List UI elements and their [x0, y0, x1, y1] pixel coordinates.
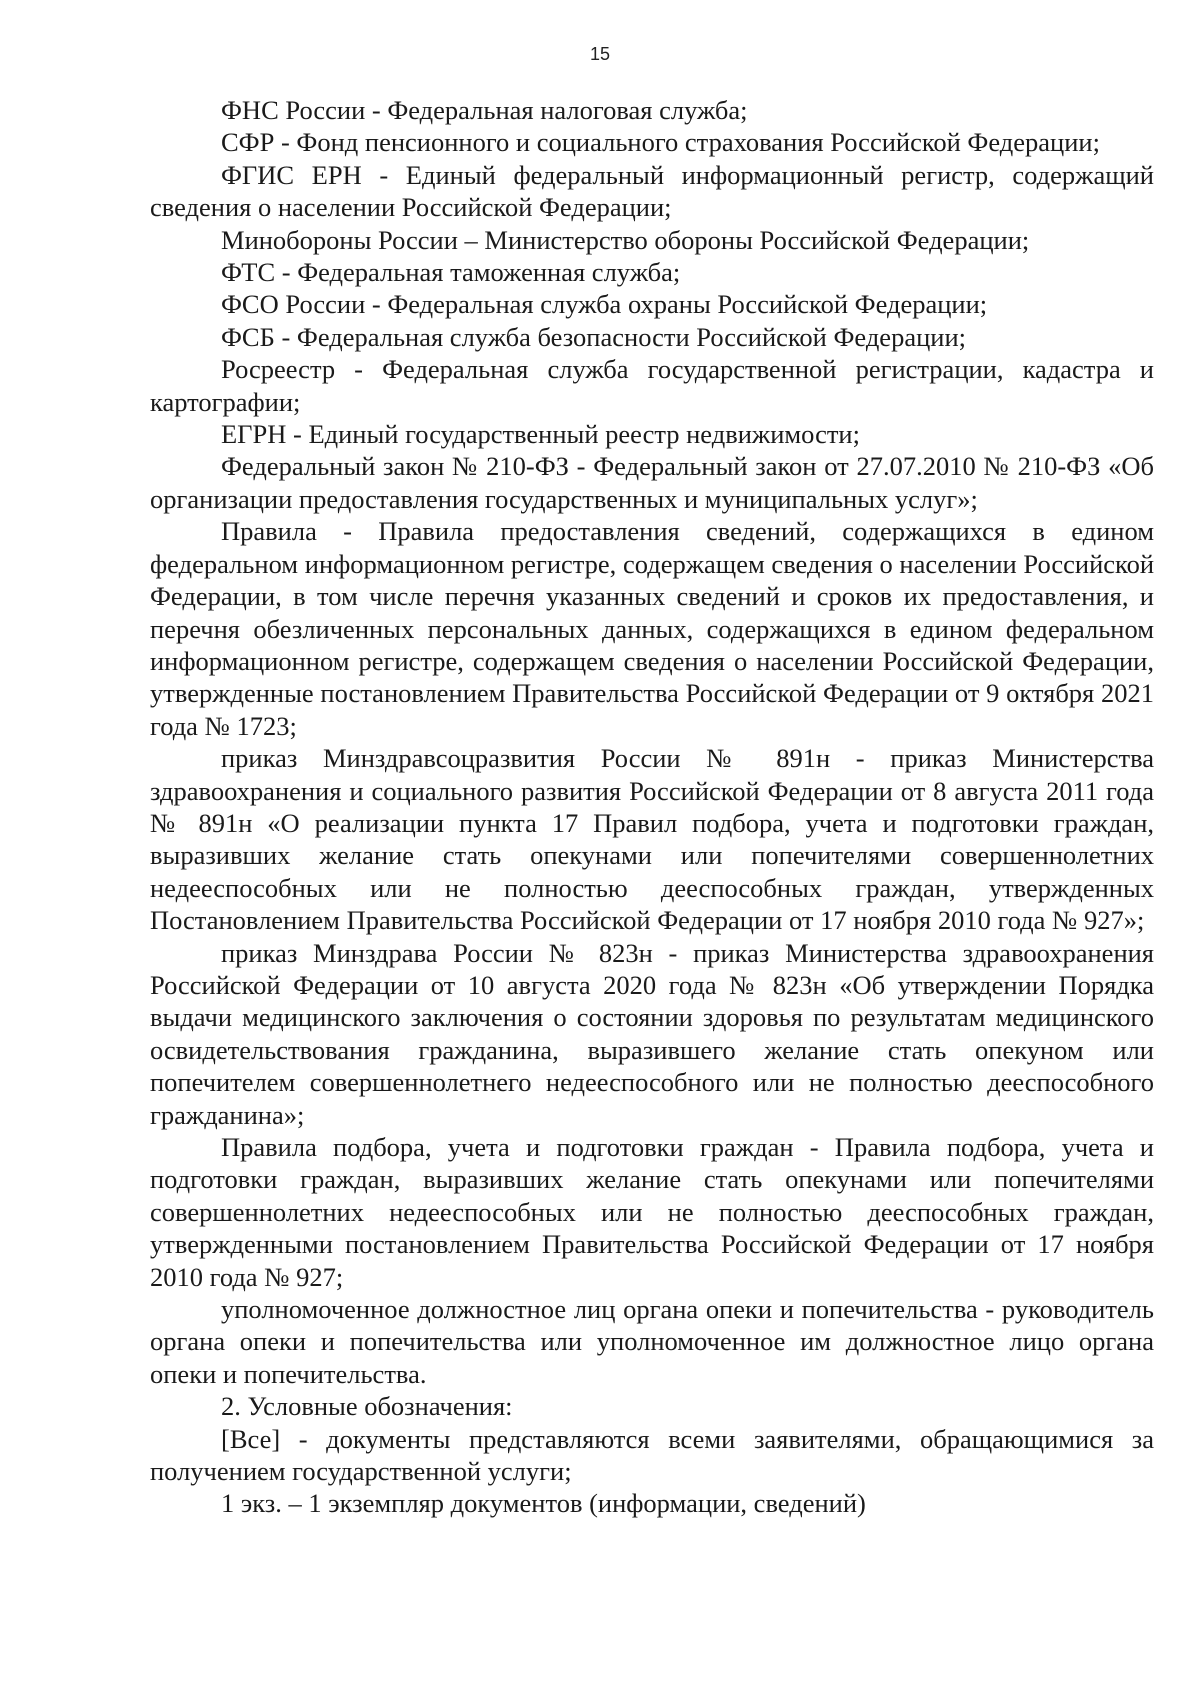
paragraph-order-891n: приказ Минздравсоцразвития России № 891н - приказ Министерства здравоохранения и социального развития Российской Федерации от 8 августа 2011 года № 891н «О реализации пункта 17 Правил подбора, учета и подготовки граждан, выразивших желание стать опекунами или попечителями совершеннолетних недееспособных или не полностью дееспособных граждан, утвержденных Постановлением Правительства Российской Федерации от 17 ноября 2010 года № 927»; — [150, 743, 1154, 936]
paragraph-fso: ФСО России - Федеральная служба охраны Российской Федерации; — [221, 289, 988, 320]
paragraph-fgis-ern: ФГИС ЕРН - Единый федеральный информационный регистр, содержащий сведения о населении Российской Федерации; — [150, 159, 1154, 223]
page-number: 15 — [589, 44, 611, 64]
paragraph-one-copy: 1 экз. – 1 экземпляр документов (информации, сведений) — [221, 1488, 866, 1519]
paragraph-rules: Правила - Правила предоставления сведений, содержащихся в едином федеральном информационном регистре, содержащем сведения о населении Российской Федерации, в том числе перечня указанных сведений и сроков их предоставления, и перечня обезличенных персональных данных, содержащихся в едином федеральном информационном регистре, содержащем сведения о населении Российской Федерации, утвержденные постановлением Правительства Российской Федерации от 9 октября 2021 года № 1723; — [150, 516, 1154, 741]
paragraph-order-823n: приказ Минздрава России № 823н - приказ Министерства здравоохранения Российской Федерации от 10 августа 2020 года № 823н «Об утверждении Порядка выдачи медицинского заключения о состоянии здоровья по результатам медицинского освидетельствования гражданина, выразившего желание стать опекуном или попечителем совершеннолетнего недееспособного или не полностью дееспособного гражданина»; — [150, 937, 1154, 1130]
paragraph-selection-rules: Правила подбора, учета и подготовки граждан - Правила подбора, учета и подготовки граждан, выразивших желание стать опекунами или попечителями совершеннолетних недееспособных или не полностью дееспособных граждан, утвержденными постановлением Правительства Российской Федерации от 17 ноября 2010 года № 927; — [150, 1132, 1154, 1292]
paragraph-rosreestr: Росреестр - Федеральная служба государственной регистрации, кадастра и картографии; — [150, 354, 1154, 417]
paragraph-egrn: ЕГРН - Единый государственный реестр недвижимости; — [221, 419, 860, 450]
paragraph-fns: ФНС России - Федеральная налоговая служба; — [221, 95, 748, 125]
paragraph-fts: ФТС - Федеральная таможенная служба; — [221, 257, 681, 288]
paragraph-all-applicants: [Все] - документы представляются всеми заявителями, обращающимися за получением государственной услуги; — [150, 1423, 1154, 1487]
paragraph-sfr: СФР - Фонд пенсионного и социального страхования Российской Федерации; — [221, 127, 1100, 158]
document-body — [150, 94, 1154, 1520]
paragraph-minoborony: Минобороны России – Министерство обороны Российской Федерации; — [221, 224, 1030, 255]
section-heading-legend: 2. Условные обозначения: — [221, 1391, 513, 1422]
paragraph-law-210: Федеральный закон № 210-ФЗ - Федеральный закон от 27.07.2010 № 210-ФЗ «Об организации предоставления государственных и муниципальных услуг»; — [150, 451, 1154, 514]
paragraph-fsb: ФСБ - Федеральная служба безопасности Российской Федерации; — [221, 321, 966, 352]
paragraph-authorized-official: уполномоченное должностное лиц органа опеки и попечительства - руководитель органа опеки и попечительства или уполномоченное им должностное лицо органа опеки и попечительства. — [150, 1294, 1154, 1389]
